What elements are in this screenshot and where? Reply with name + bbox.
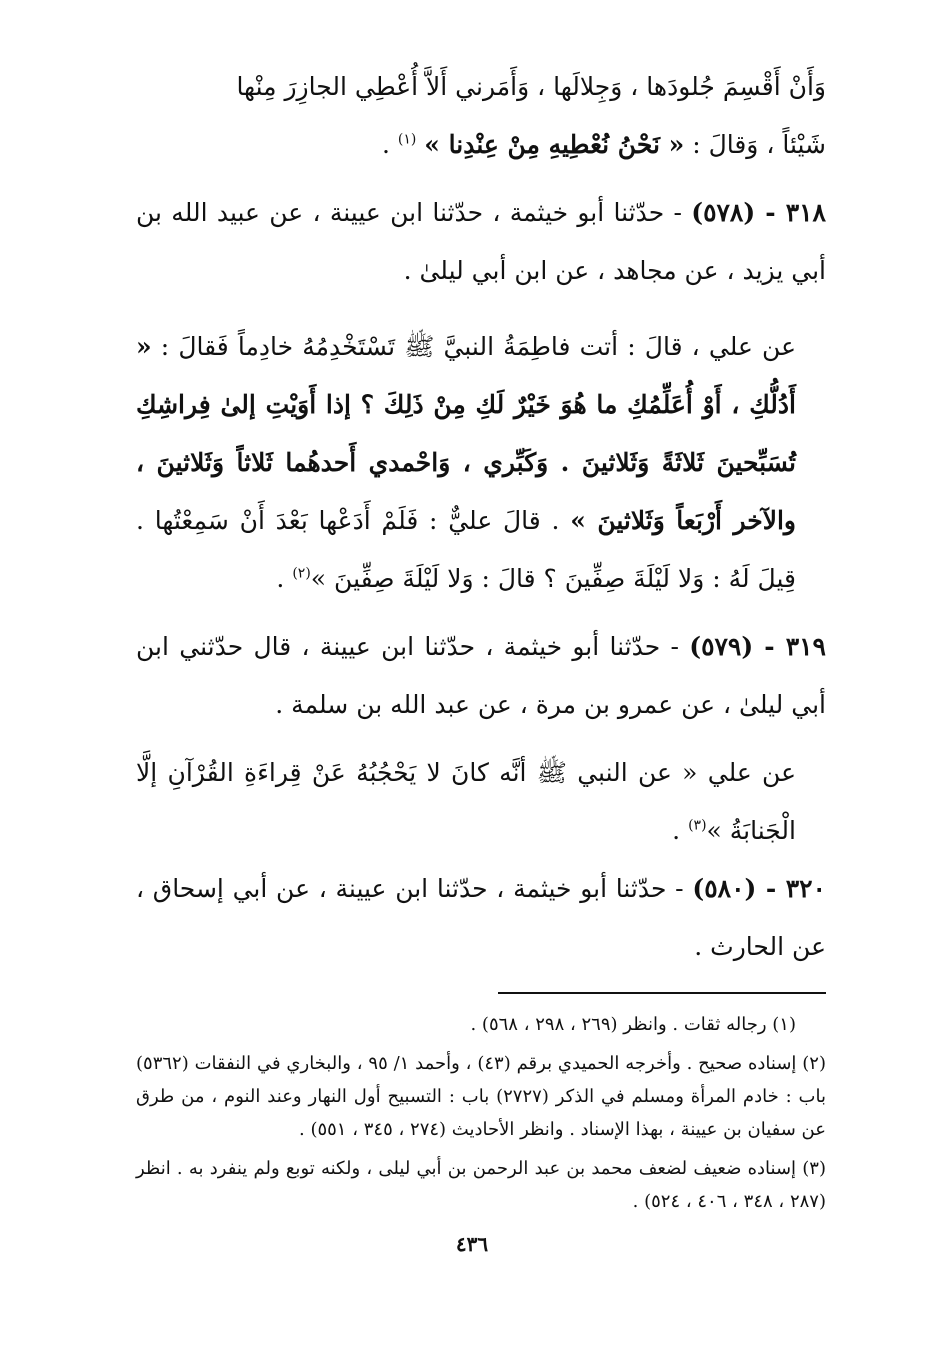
paragraph-1-line-2a: شَيْئاً ، وَقالَ : xyxy=(684,130,826,159)
quote-2: « أَدُلُّكِ ، أَوْ أُعَلِّمُكِ ما هُوَ خَيْرٌ لَكِ مِنْ ذَلِكَ ؟ إذا أَوَيْتِ إلىٰ فِراشِكِ تُسَبِّحينَ ثَلاثَةً وَثَلاثينَ . وَكَبِّري ، وَاحْمدي أَحدهُما ثَلاثاً وَثَلاثينَ ، والآخر أَرْبَعاً وَثَلاثينَ » xyxy=(136,332,796,535)
footnotes xyxy=(136,1008,826,1218)
paragraph-2-intro: عن علي ، قالَ : أتت فاطِمَةُ النبيَّ ﷺ تَسْتَخْدِمُهُ خادِماً فَقالَ : xyxy=(151,332,796,361)
hadith-number-319: ٣١٩ - (٥٧٩) xyxy=(689,632,826,661)
footnote-2: (٢) إسناده صحيح . وأخرجه الحميدي برقم (٤٣) ، وأحمد ١/ ٩٥ ، والبخاري في النفقات (٥٣٦٢) باب : خادم المرأة ومسلم في الذكر (٢٧٢٧) باب : التسبيح أول النهار وعند النوم ، من طرق عن سفيان بن عيينة ، بهذا الإسناد . وانظر الأحاديث (٢٧٤ ، ٣٤٥ ، ٥٥١) . xyxy=(136,1053,826,1140)
hadith-number-320: ٣٢٠ - (٥٨٠) xyxy=(692,874,826,903)
hadith-number-318: ٣١٨ - (٥٧٨) xyxy=(691,198,826,227)
quote-1: « نَحْنُ نُعْطِيهِ مِنْ عِنْدِنا » xyxy=(424,130,685,159)
hadith-318-isnad: - حدّثنا أبو خيثمة ، حدّثنا ابن عيينة ، عن عبيد الله بن أبي يزيد ، عن مجاهد ، عن ابن أبي ليلىٰ . xyxy=(136,198,826,285)
footnote-1: (١) رجاله ثقات . وانظر (٢٦٩ ، ٢٩٨ ، ٥٦٨) . xyxy=(470,1014,796,1035)
main-text xyxy=(136,58,826,976)
hadith-320 xyxy=(136,860,826,976)
footnote-3: (٣) إسناده ضعيف لضعف محمد بن عبد الرحمن بن أبي ليلى ، ولكنه توبع ولم ينفرد به . انظر (٢٨٧ ، ٣٤٨ ، ٤٠٦ ، ٥٢٤) . xyxy=(136,1158,826,1212)
hadith-320-isnad: - حدّثنا أبو خيثمة ، حدّثنا ابن عيينة ، عن أبي إسحاق ، عن الحارث . xyxy=(136,874,826,961)
hadith-319-isnad: - حدّثنا أبو خيثمة ، حدّثنا ابن عيينة ، قال حدّثني ابن أبي ليلىٰ ، عن عمرو بن مرة ، عن عبد الله بن سلمة . xyxy=(136,632,826,719)
paragraph-3-text: عن علي « عن النبي ﷺ أنَّه كانَ لا يَحْجُبُهُ عَنْ قِراءَةِ القُرْآنِ إلَّا الْجَنابَةُ » xyxy=(136,758,796,845)
footnote-ref-2: (٢) xyxy=(292,565,311,582)
footnote-ref-1: (١) xyxy=(397,131,417,148)
footnote-ref-3: (٣) xyxy=(688,817,707,834)
footnote-divider xyxy=(498,992,826,994)
page-number: ٤٣٦ xyxy=(455,1232,489,1256)
hadith-319 xyxy=(136,618,826,734)
paragraph-2 xyxy=(136,318,826,608)
hadith-318 xyxy=(136,184,826,300)
paragraph-1-end: . xyxy=(381,130,398,159)
paragraph-3-end: . xyxy=(672,816,689,845)
paragraph-1-line-1: وَأَنْ أَقْسِمَ جُلودَها ، وَجِلالَها ، وَأَمَرني أَلاَّ أُعْطِي الجازِرَ مِنْها xyxy=(236,72,826,101)
paragraph-1 xyxy=(136,58,826,174)
paragraph-2-end: . xyxy=(276,564,293,593)
paragraph-2-rest: . قالَ عليٌّ : فَلَمْ أَدَعْها بَعْدَ أَنْ سَمِعْتُها . قِيلَ لَهُ : وَلا لَيْلَةَ صِفِّينَ ؟ قالَ : وَلا لَيْلَةَ صِفِّينَ » xyxy=(136,506,796,593)
paragraph-3 xyxy=(136,744,826,860)
